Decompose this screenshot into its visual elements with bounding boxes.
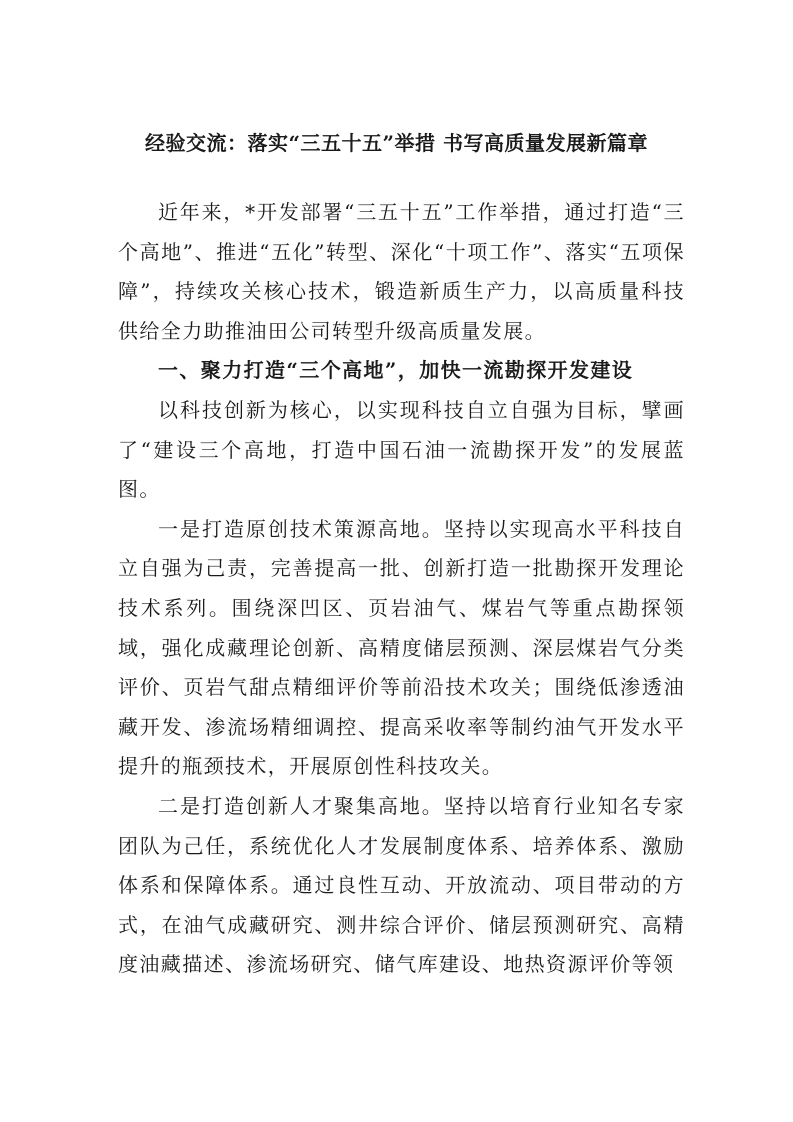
intro-paragraph: 近年来，*开发部署“三五十五”工作举措，通过打造“三个高地”、推进“五化”转型、深化“十项工作”、落实“五项保障”，持续攻关核心技术，锻造新质生产力，以高质量科技供给全力助推油田公司转型升级高质量发展。 [118, 200, 685, 343]
section-1-point-1-paragraph: 一是打造原创技术策源高地。坚持以实现高水平科技自立自强为己责，完善提高一批、创新打造一批勘探开发理论技术系列。围绕深凹区、页岩油气、煤岩气等重点勘探领域，强化成藏理论创新、高精度储层预测、深层煤岩气分类评价、页岩气甜点精细评价等前沿技术攻关；围绕低渗透油藏开发、渗流场精细调控、提高采收率等制约油气开发水平提升的瓶颈技术，开展原创性科技攻关。 [118, 516, 685, 779]
section-1-point-2-paragraph: 二是打造创新人才聚集高地。坚持以培育行业知名专家团队为己任，系统优化人才发展制度体系、培养体系、激励体系和保障体系。通过良性互动、开放流动、项目带动的方式，在油气成藏研究、测井综合评价、储层预测研究、高精度油藏描述、渗流场研究、储气库建设、地热资源评价等领 [118, 793, 685, 977]
document-title: 经验交流：落实“三五十五”举措 书写高质量发展新篇章 [145, 131, 648, 155]
section-heading-1: 一、聚力打造“三个高地”，加快一流勘探开发建设 [158, 358, 634, 383]
document-body [118, 170, 685, 985]
section-1-intro-paragraph: 以科技创新为核心，以实现科技自立自强为目标，擘画了“建设三个高地，打造中国石油一流勘探开发”的发展蓝图。 [118, 397, 685, 502]
